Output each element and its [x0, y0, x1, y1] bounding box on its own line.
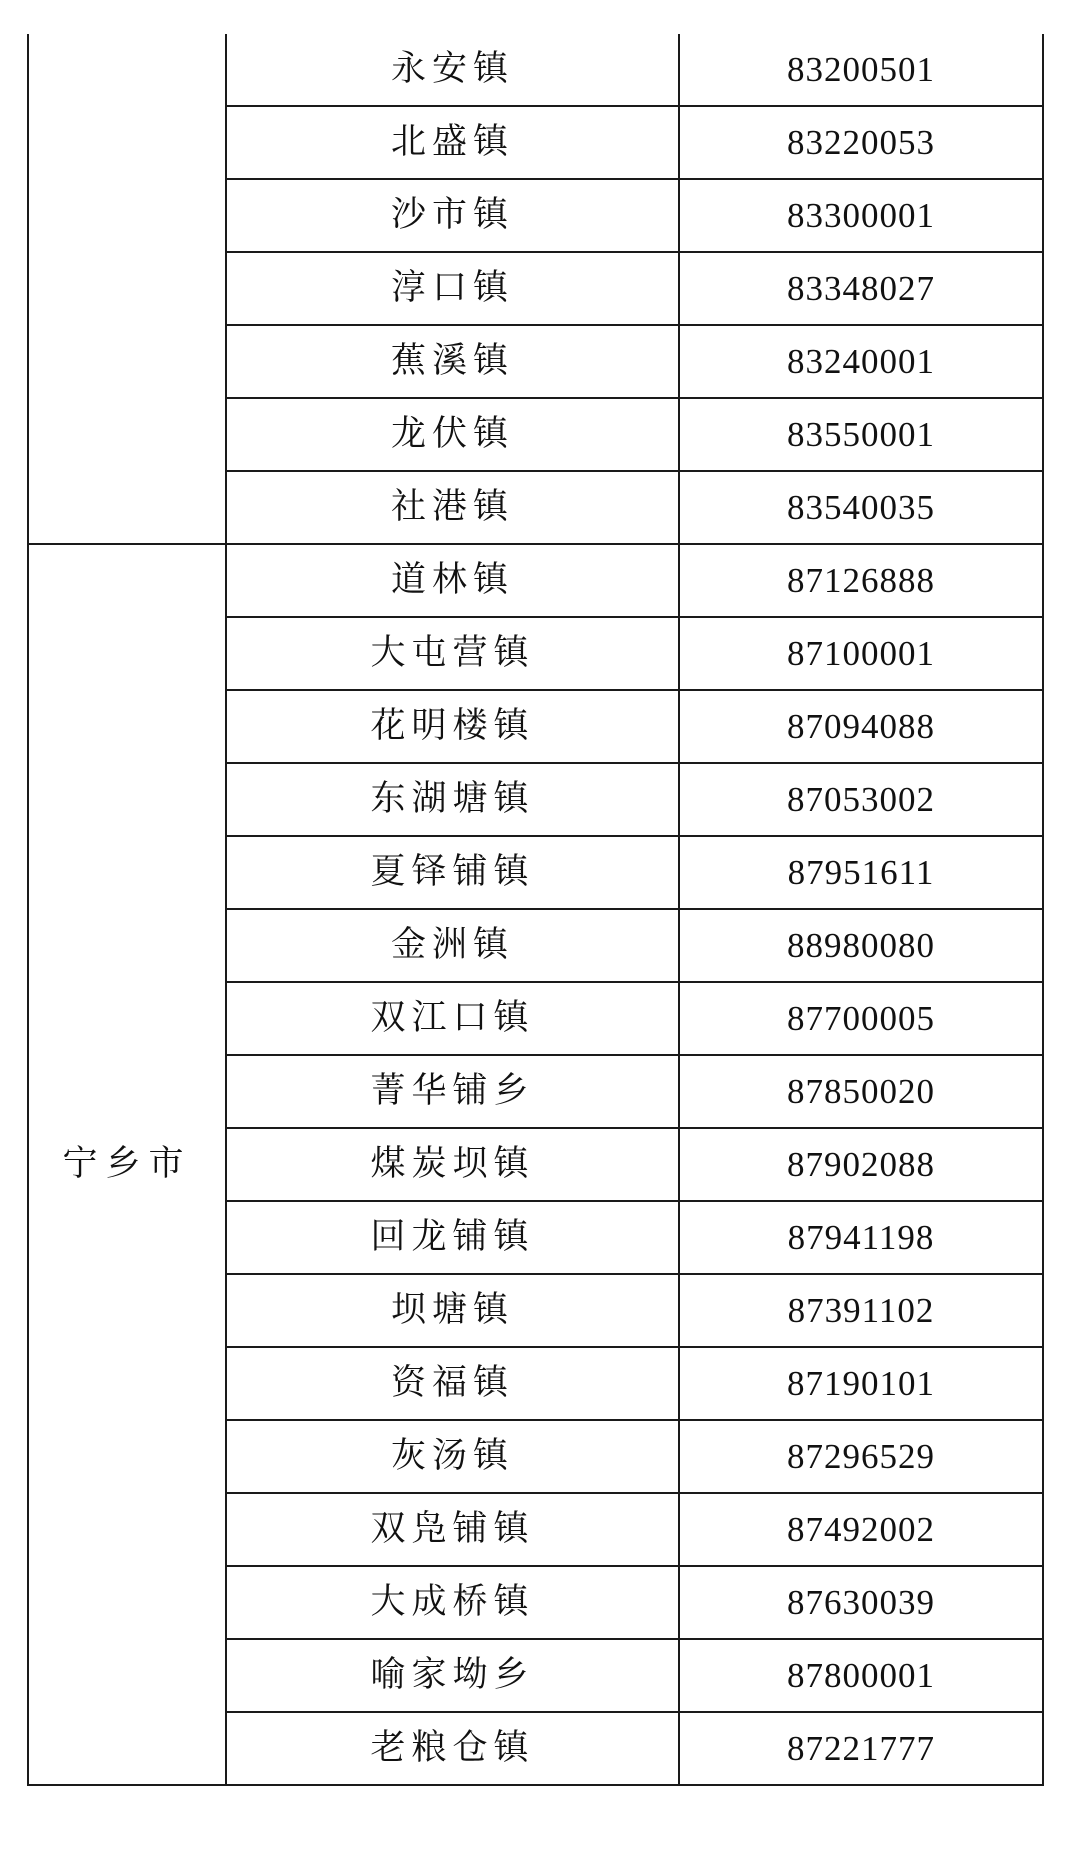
- town-cell: 社港镇: [226, 471, 679, 544]
- phone-cell: 87094088: [679, 690, 1043, 763]
- town-cell: 龙伏镇: [226, 398, 679, 471]
- phone-cell: 83220053: [679, 106, 1043, 179]
- town-phone-table: [27, 34, 1044, 1786]
- town-cell: 双凫铺镇: [226, 1493, 679, 1566]
- region-cell: [28, 34, 226, 544]
- town-cell: 回龙铺镇: [226, 1201, 679, 1274]
- town-cell: 永安镇: [226, 34, 679, 106]
- phone-cell: 83348027: [679, 252, 1043, 325]
- phone-cell: 87800001: [679, 1639, 1043, 1712]
- town-cell: 大屯营镇: [226, 617, 679, 690]
- town-cell: 坝塘镇: [226, 1274, 679, 1347]
- phone-cell: 87053002: [679, 763, 1043, 836]
- phone-cell: 87296529: [679, 1420, 1043, 1493]
- phone-cell: 87221777: [679, 1712, 1043, 1785]
- town-cell: 淳口镇: [226, 252, 679, 325]
- phone-cell: 87126888: [679, 544, 1043, 617]
- phone-cell: 87941198: [679, 1201, 1043, 1274]
- phone-cell: 87391102: [679, 1274, 1043, 1347]
- town-cell: 沙市镇: [226, 179, 679, 252]
- phone-cell: 87700005: [679, 982, 1043, 1055]
- phone-cell: 87951611: [679, 836, 1043, 909]
- phone-cell: 87850020: [679, 1055, 1043, 1128]
- town-cell: 资福镇: [226, 1347, 679, 1420]
- table-row: [28, 544, 1043, 617]
- town-cell: 老粮仓镇: [226, 1712, 679, 1785]
- town-cell: 金洲镇: [226, 909, 679, 982]
- town-cell: 煤炭坝镇: [226, 1128, 679, 1201]
- phone-cell: 88980080: [679, 909, 1043, 982]
- phone-cell: 87902088: [679, 1128, 1043, 1201]
- phone-cell: 83550001: [679, 398, 1043, 471]
- town-cell: 北盛镇: [226, 106, 679, 179]
- town-cell: 大成桥镇: [226, 1566, 679, 1639]
- phone-cell: 83240001: [679, 325, 1043, 398]
- phone-cell: 87190101: [679, 1347, 1043, 1420]
- phone-cell: 87492002: [679, 1493, 1043, 1566]
- town-cell: 菁华铺乡: [226, 1055, 679, 1128]
- phone-cell: 83540035: [679, 471, 1043, 544]
- table-row: [28, 34, 1043, 106]
- phone-cell: 83300001: [679, 179, 1043, 252]
- region-cell: 宁乡市: [28, 544, 226, 1785]
- town-cell: 灰汤镇: [226, 1420, 679, 1493]
- town-cell: 花明楼镇: [226, 690, 679, 763]
- town-cell: 夏铎铺镇: [226, 836, 679, 909]
- phone-cell: 87630039: [679, 1566, 1043, 1639]
- town-cell: 双江口镇: [226, 982, 679, 1055]
- town-cell: 喻家坳乡: [226, 1639, 679, 1712]
- town-cell: 东湖塘镇: [226, 763, 679, 836]
- town-cell: 蕉溪镇: [226, 325, 679, 398]
- phone-cell: 83200501: [679, 34, 1043, 106]
- town-cell: 道林镇: [226, 544, 679, 617]
- phone-cell: 87100001: [679, 617, 1043, 690]
